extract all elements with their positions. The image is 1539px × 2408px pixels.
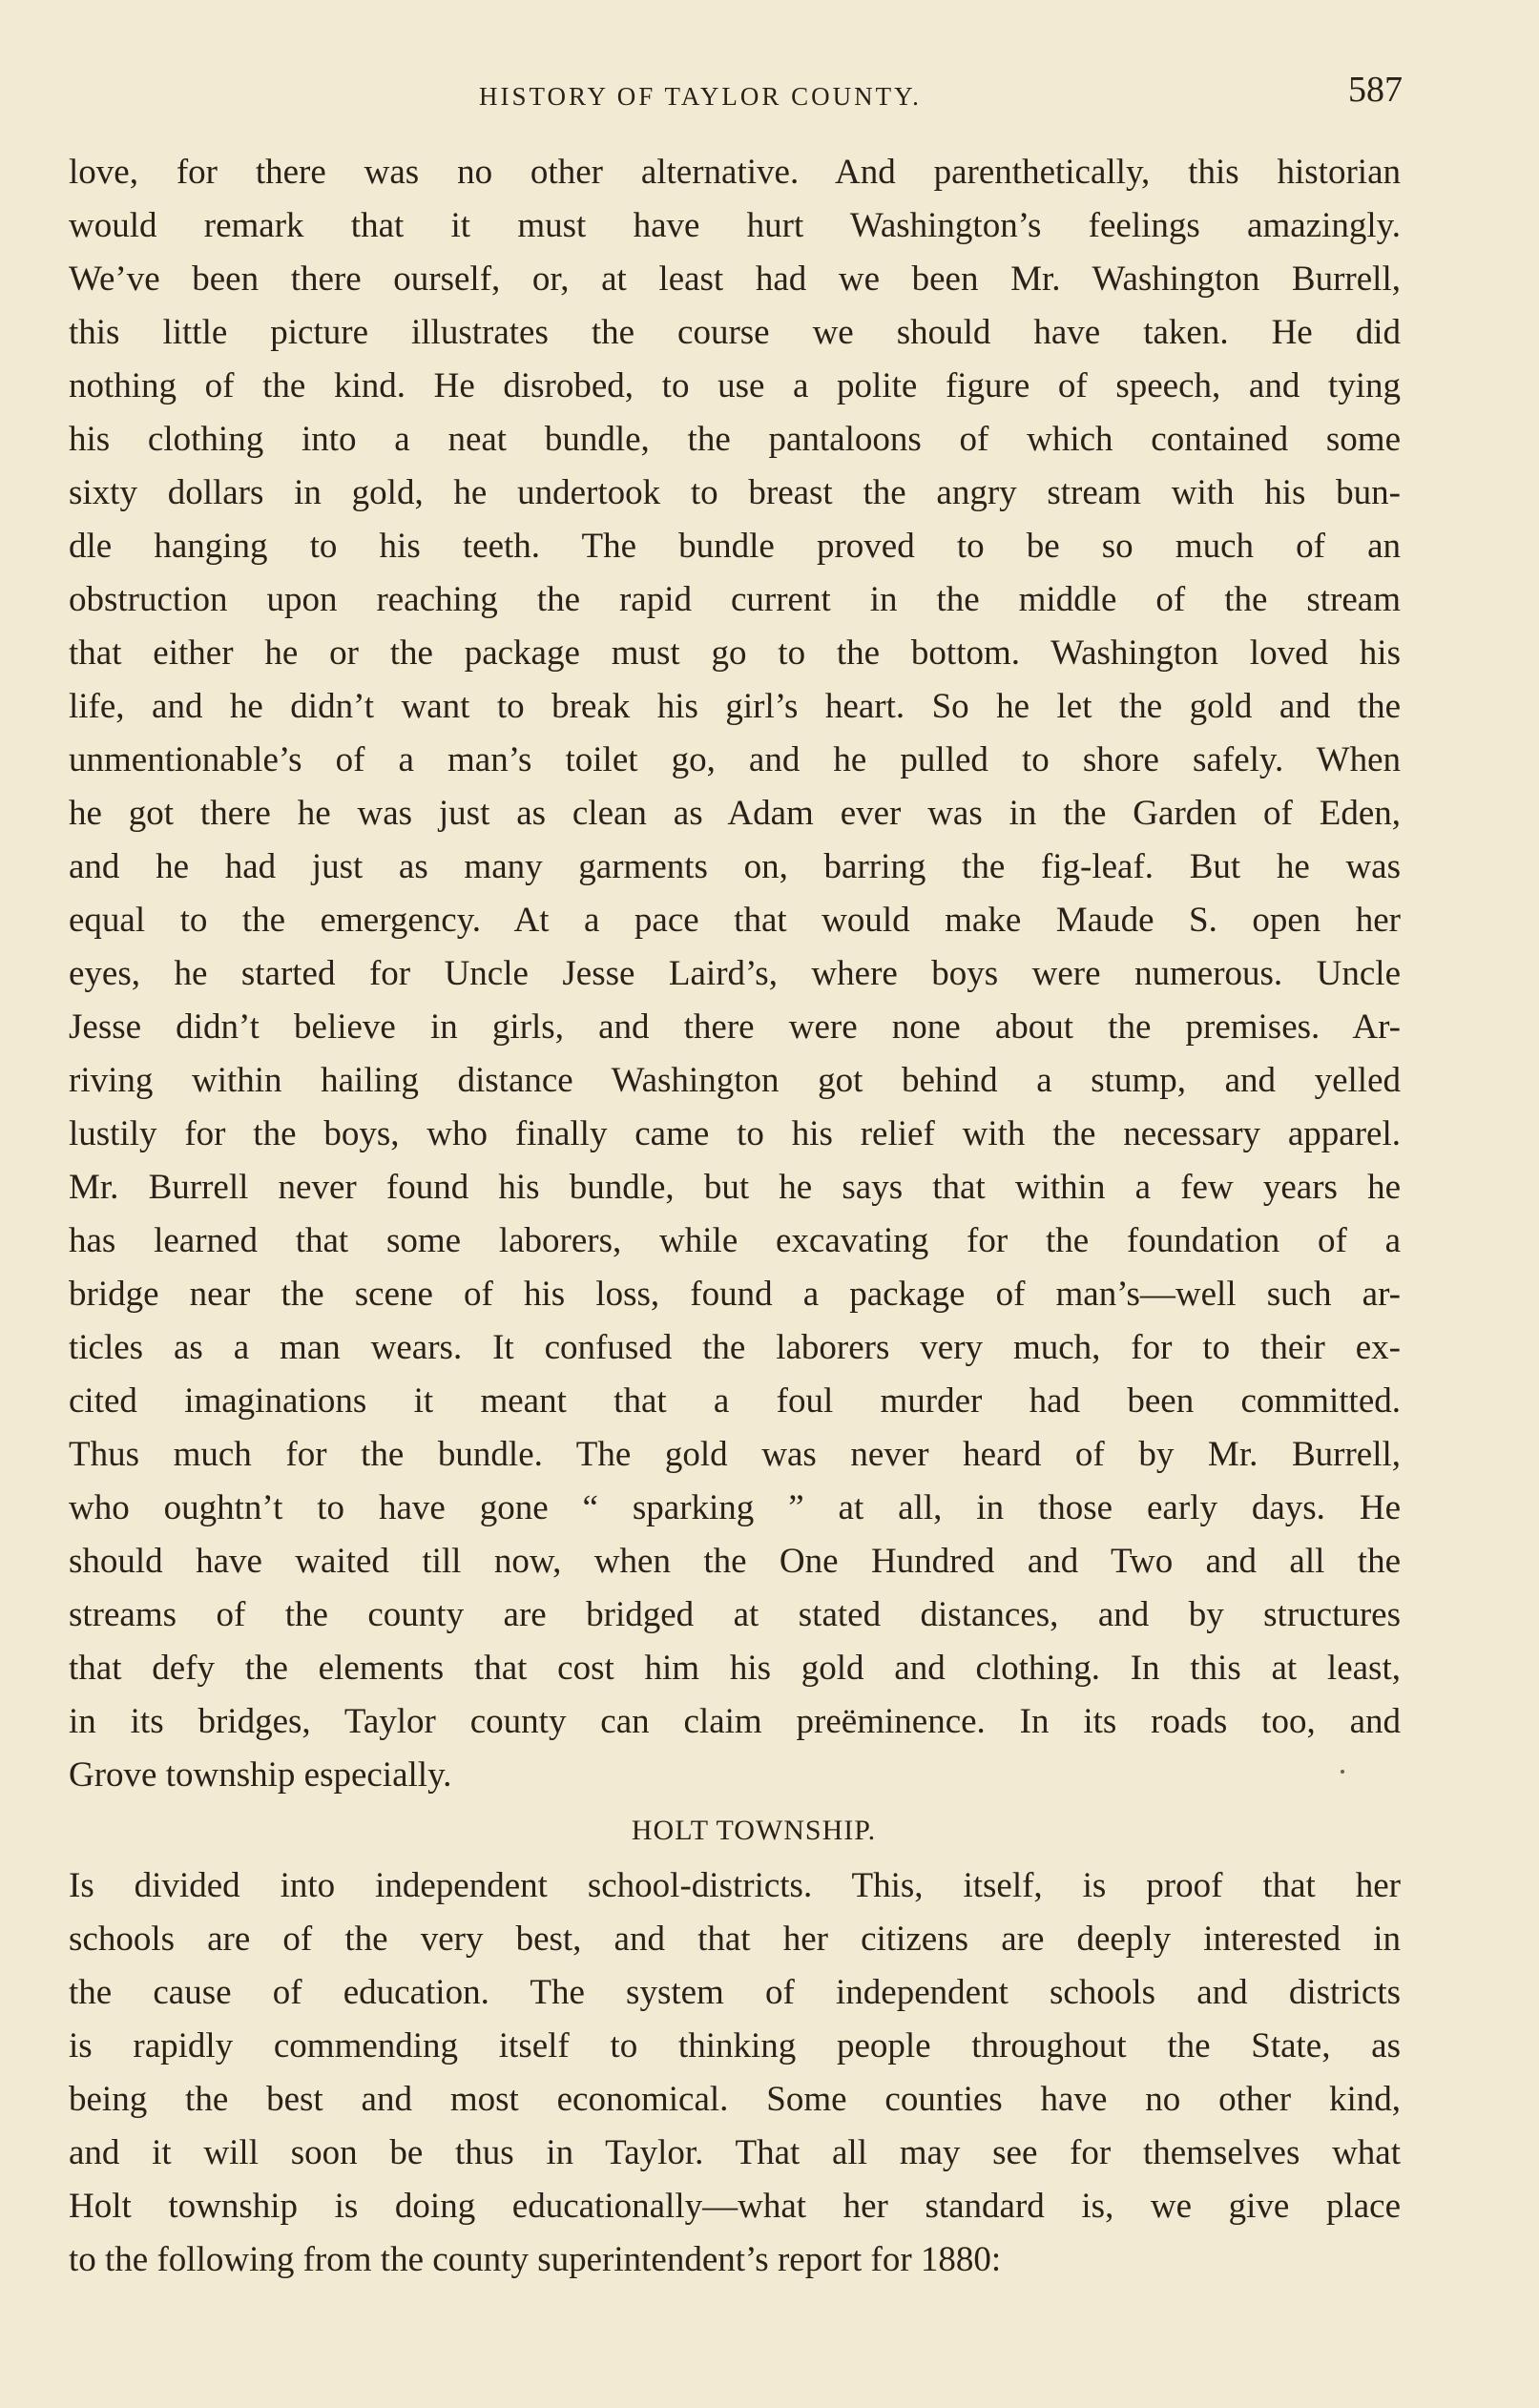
body-text [69, 146, 1401, 2287]
text-line: obstruction upon reaching the rapid current in the middle of the stream [69, 580, 1401, 619]
text-line: that either he or the package must go to the bottom. Washington loved his [69, 633, 1401, 673]
text-line: eyes, he started for Uncle Jesse Laird’s, where boys were numerous. Uncle [69, 954, 1401, 993]
text-line: Grove township especially. [69, 1755, 452, 1795]
text-line: bridge near the scene of his loss, found a package of man’s—well such ar- [69, 1275, 1401, 1314]
text-line: unmentionable’s of a man’s toilet go, and he pulled to shore safely. When [69, 740, 1401, 779]
text-line: Jesse didn’t believe in girls, and there were none about the premises. Ar- [69, 1007, 1401, 1047]
text-line: and he had just as many garments on, barring the fig-leaf. But he was [69, 847, 1401, 886]
text-line: Holt township is doing educationally—what her standard is, we give place [69, 2187, 1401, 2226]
text-line: his clothing into a neat bundle, the pantaloons of which contained some [69, 420, 1401, 459]
text-line: schools are of the very best, and that her citizens are deeply interested in [69, 1920, 1401, 1959]
text-line: love, for there was no other alternative. And parenthetically, this historian [69, 153, 1401, 192]
paragraph-anecdote [69, 146, 1401, 1802]
text-line: lustily for the boys, who finally came to his relief with the necessary apparel. [69, 1114, 1401, 1153]
text-line: ticles as a man wears. It confused the laborers very much, for to their ex- [69, 1328, 1401, 1367]
text-line: has learned that some laborers, while excavating for the foundation of a [69, 1221, 1401, 1260]
text-line: to the following from the county superintendent’s report for 1880: [69, 2240, 1002, 2279]
text-line: would remark that it must have hurt Washington’s feelings amazingly. [69, 206, 1401, 245]
text-line: We’ve been there ourself, or, at least had we been Mr. Washington Burrell, [69, 259, 1401, 299]
text-line: Thus much for the bundle. The gold was never heard of by Mr. Burrell, [69, 1435, 1401, 1474]
text-line: cited imaginations it meant that a foul murder had been committed. [69, 1381, 1401, 1421]
print-speck [1341, 1770, 1344, 1774]
text-line: in its bridges, Taylor county can claim preëminence. In its roads too, and [69, 1702, 1401, 1741]
text-line: is rapidly commending itself to thinking people throughout the State, as [69, 2026, 1401, 2065]
text-line: being the best and most economical. Some counties have no other kind, [69, 2080, 1401, 2119]
text-line: riving within hailing distance Washington got behind a stump, and yelled [69, 1061, 1401, 1100]
text-line: dle hanging to his teeth. The bundle proved to be so much of an [69, 527, 1401, 566]
text-line: nothing of the kind. He disrobed, to use a polite figure of speech, and tying [69, 366, 1401, 405]
text-line: and it will soon be thus in Taylor. That all may see for themselves what [69, 2133, 1401, 2172]
text-line: the cause of education. The system of independent schools and districts [69, 1973, 1401, 2012]
text-line: who oughtn’t to have gone “ sparking ” at all, in those early days. He [69, 1488, 1401, 1527]
text-line: streams of the county are bridged at stated distances, and by structures [69, 1595, 1401, 1634]
running-title: HISTORY OF TAYLOR COUNTY. [479, 82, 922, 111]
text-line: Mr. Burrell never found his bundle, but he says that within a few years he [69, 1168, 1401, 1207]
running-head [67, 69, 1403, 126]
paragraph-holt-township [69, 1859, 1401, 2287]
text-line: he got there he was just as clean as Adam ever was in the Garden of Eden, [69, 794, 1401, 833]
text-line: this little picture illustrates the course we should have taken. He did [69, 313, 1401, 352]
text-line: sixty dollars in gold, he undertook to breast the angry stream with his bun- [69, 473, 1401, 512]
text-line: that defy the elements that cost him his gold and clothing. In this at least, [69, 1649, 1401, 1688]
page-number: 587 [1348, 70, 1403, 110]
text-line: should have waited till now, when the One Hundred and Two and all the [69, 1542, 1401, 1581]
text-line: Is divided into independent school-districts. This, itself, is proof that her [69, 1866, 1401, 1905]
text-line: equal to the emergency. At a pace that would make Maude S. open her [69, 901, 1401, 940]
section-heading: HOLT TOWNSHIP. [631, 1815, 877, 1846]
text-line: life, and he didn’t want to break his girl’s heart. So he let the gold and the [69, 687, 1401, 726]
